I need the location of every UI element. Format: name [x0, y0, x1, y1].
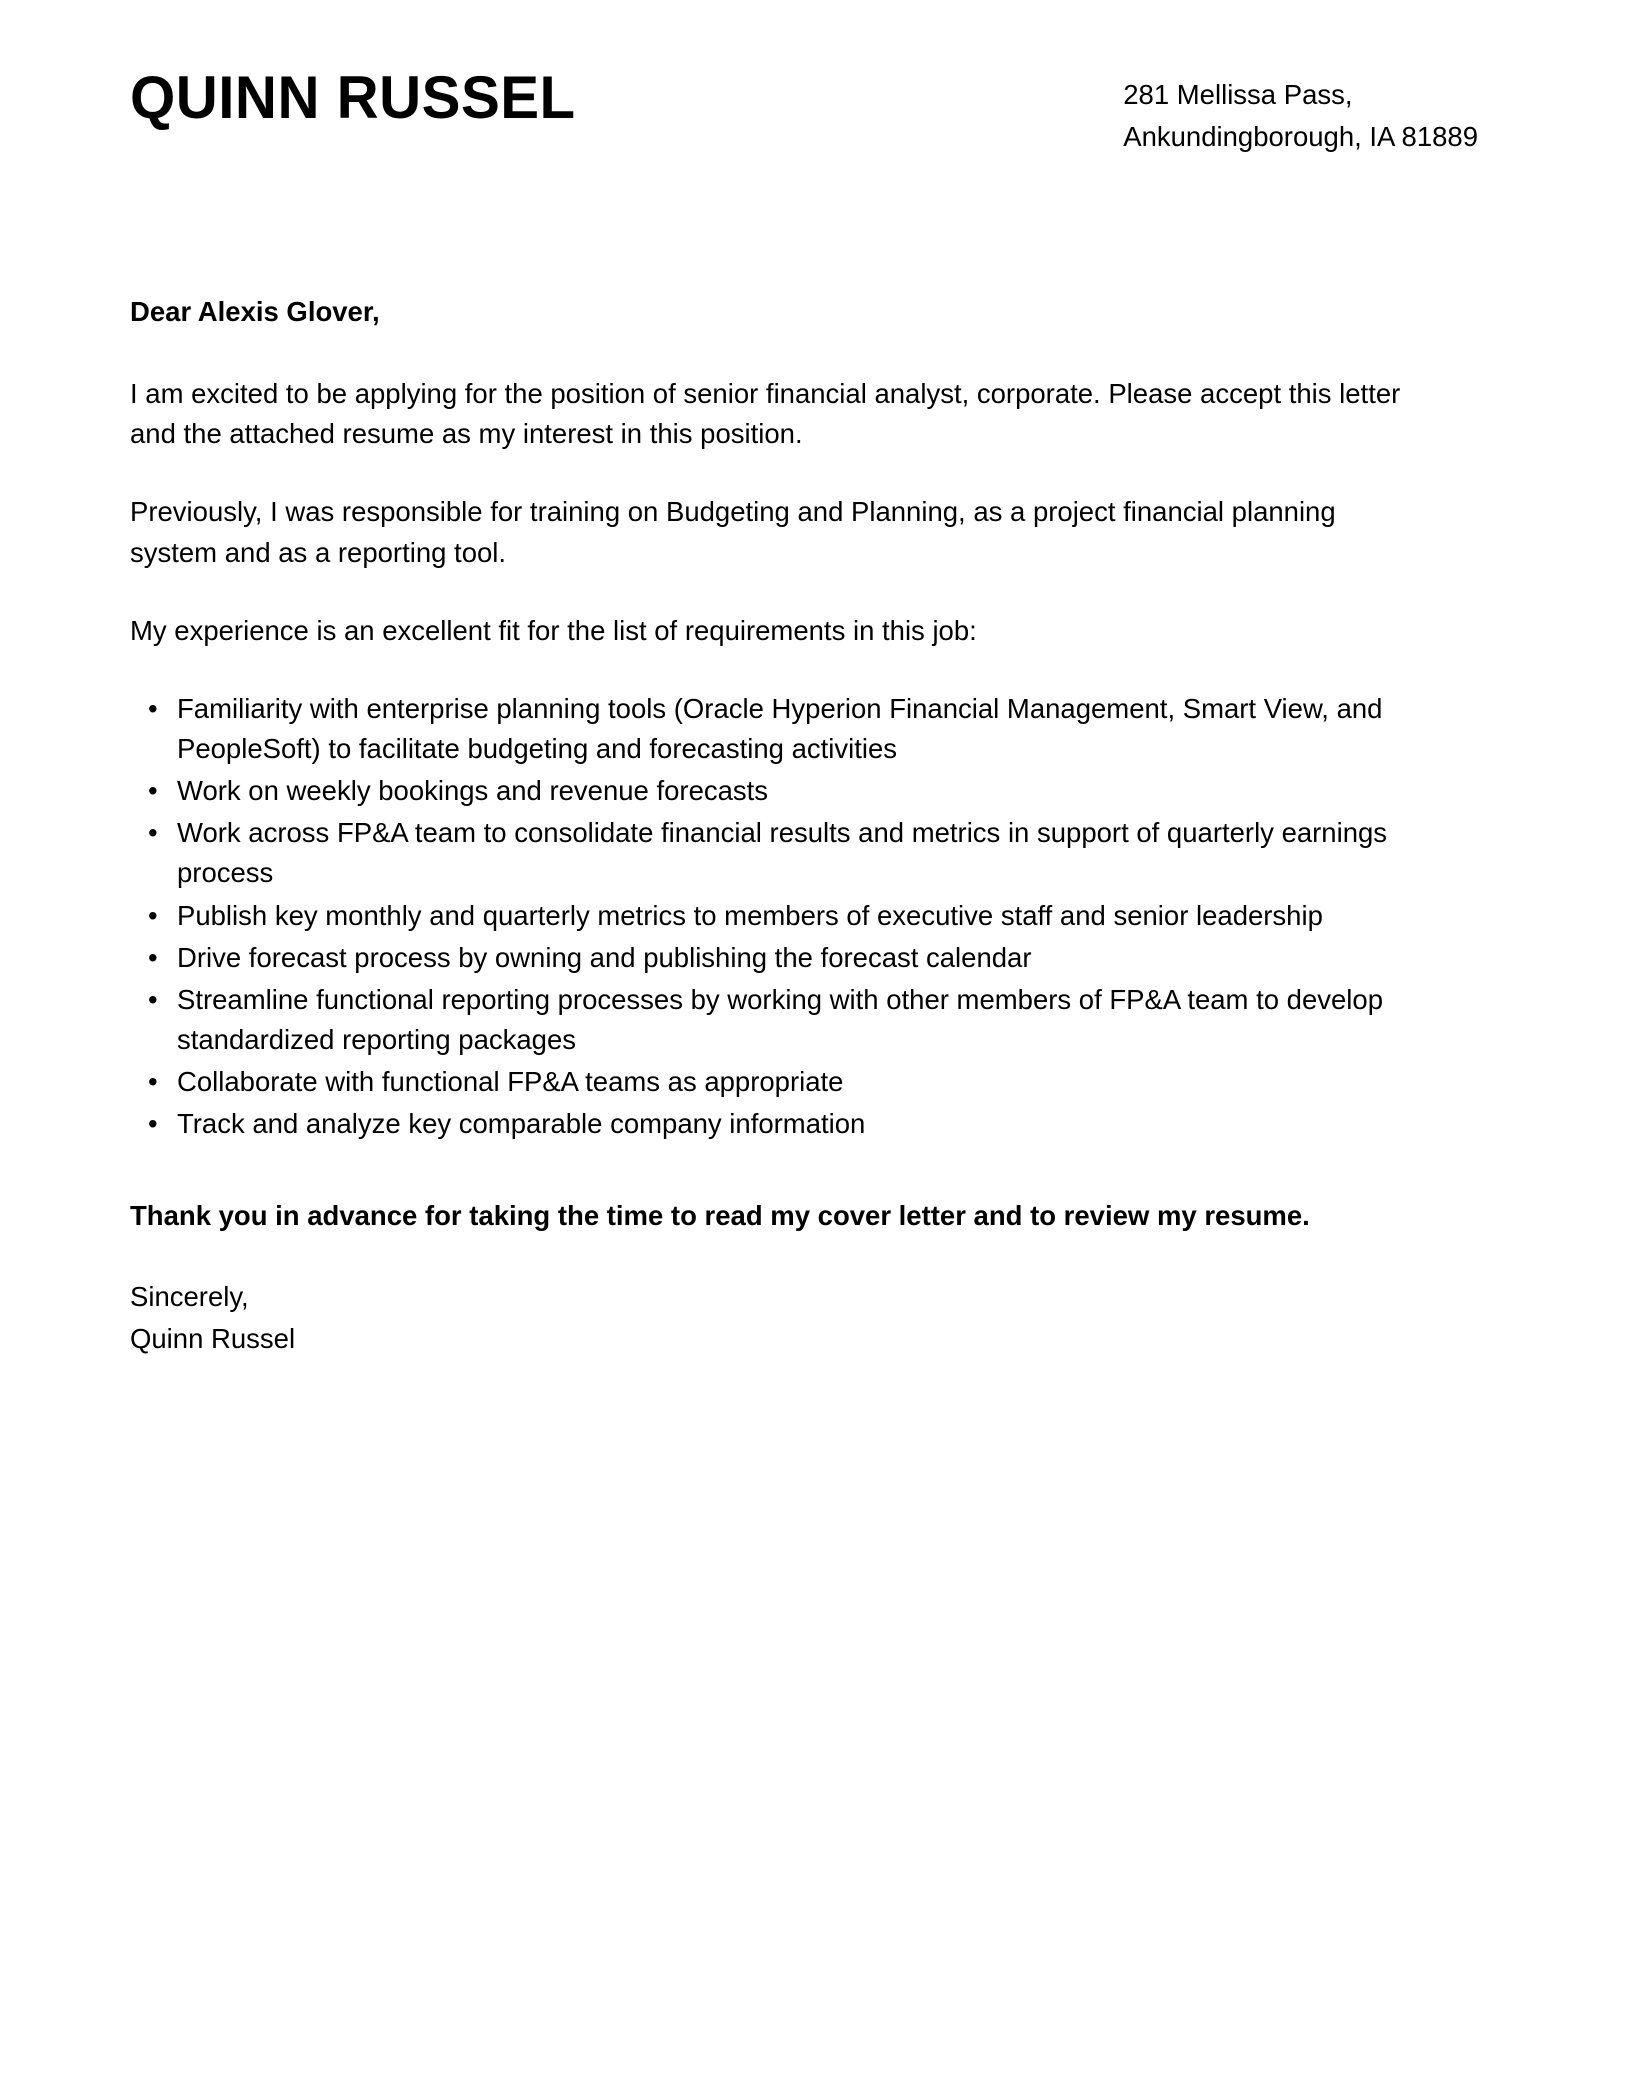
- list-item-text: Track and analyze key comparable company information: [177, 1108, 866, 1140]
- signature-name: Quinn Russel: [130, 1322, 296, 1354]
- list-item: [130, 896, 1487, 936]
- list-item: [130, 1104, 1487, 1144]
- list-item-text: Drive forecast process by owning and publishing the forecast calendar: [177, 941, 1032, 973]
- list-item: [130, 689, 1487, 769]
- bullet-icon: •: [148, 692, 158, 724]
- bullet-icon: •: [148, 1066, 158, 1098]
- paragraph-intro: I am excited to be applying for the position of senior financial analyst, corporate. Please accept this letter and the attached resume as my interest in this position.: [130, 378, 1401, 450]
- bullet-icon: •: [148, 941, 158, 973]
- list-item: [130, 980, 1487, 1060]
- closing-statement: Thank you in advance for taking the time to read my cover letter and to review my resume.: [130, 1200, 1310, 1232]
- signature-block: [130, 1277, 1490, 1359]
- applicant-address-block: [1123, 60, 1490, 158]
- bullet-icon: •: [148, 817, 158, 849]
- list-item-text: Work across FP&A team to consolidate financial results and metrics in support of quarterly earnings process: [177, 817, 1388, 889]
- list-item-text: Familiarity with enterprise planning tools (Oracle Hyperion Financial Management, Smart View, and PeopleSoft) to facilitate budgeting and forecasting activities: [177, 692, 1383, 764]
- list-item-text: Streamline functional reporting processes by working with other members of FP&A team to develop standardized reporting packages: [177, 983, 1383, 1055]
- list-item: [130, 771, 1487, 811]
- requirements-list: [130, 689, 1490, 1145]
- bullet-icon: •: [148, 983, 158, 1015]
- letter-header: [130, 60, 1490, 180]
- address-line-1: 281 Mellissa Pass,: [1123, 79, 1353, 110]
- letter-content: [130, 60, 1490, 1361]
- signoff-salutation: Sincerely,: [130, 1280, 249, 1312]
- list-item: [130, 1062, 1487, 1102]
- bullet-icon: •: [148, 899, 158, 931]
- bullet-icon: •: [148, 775, 158, 807]
- list-item-text: Publish key monthly and quarterly metrics to members of executive staff and senior leadership: [177, 899, 1323, 931]
- applicant-name-block: [130, 60, 589, 131]
- paragraph-requirements-lead-in: My experience is an excellent fit for the list of requirements in this job:: [130, 614, 977, 646]
- list-item-text: Collaborate with functional FP&A teams as appropriate: [177, 1066, 844, 1098]
- address-line-2: Ankundingborough, IA 81889: [1123, 120, 1478, 152]
- salutation: Dear Alexis Glover,: [130, 296, 380, 327]
- list-item: [130, 938, 1487, 978]
- list-item-text: Work on weekly bookings and revenue forecasts: [177, 775, 769, 807]
- letter-body: [130, 292, 1490, 1359]
- bullet-icon: •: [148, 1108, 158, 1140]
- list-item: [130, 813, 1487, 893]
- applicant-name: QUINN RUSSEL: [130, 64, 576, 131]
- paragraph-experience: Previously, I was responsible for training on Budgeting and Planning, as a project financial planning system and as a reporting tool.: [130, 496, 1336, 568]
